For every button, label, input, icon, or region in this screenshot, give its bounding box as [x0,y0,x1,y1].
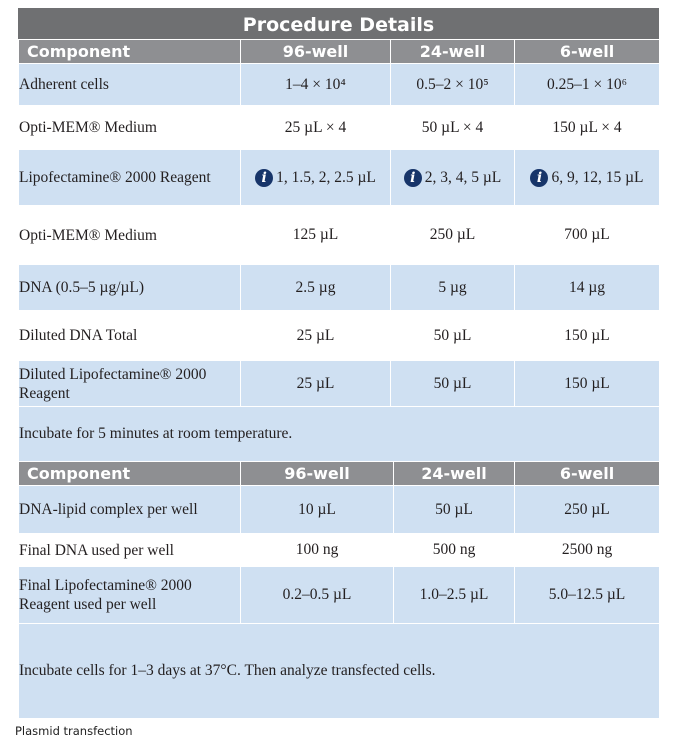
header-6-well: 6-well [515,40,660,64]
cell-24-well: 0.5–2 × 10⁵ [391,64,515,106]
cell-96-well: 125 µL [241,206,391,265]
cell-value: 6, 9, 12, 15 µL [551,168,644,186]
figure-caption: Plasmid transfection [15,724,133,738]
incubation-note: Incubate for 5 minutes at room temperature. [19,407,660,462]
row-label: Opti-MEM® Medium [19,106,241,150]
cell-24-well: 1.0–2.5 µL [394,567,515,624]
cell-6-well: 250 µL [515,486,660,534]
header-24-well: 24-well [391,40,515,64]
cell-96-well [241,150,391,206]
table-row [19,311,660,361]
cell-6-well: 14 µg [515,265,660,311]
cell-24-well: 5 µg [391,265,515,311]
cell-24-well: 50 µL [394,486,515,534]
header-24-well: 24-well [394,462,515,486]
incubation-note-final: Incubate cells for 1–3 days at 37°C. Then analyze transfected cells. [19,624,660,719]
cell-24-well: 50 µL [391,361,515,407]
cell-6-well: 150 µL [515,311,660,361]
note-row [19,624,660,719]
row-label: Diluted DNA Total [19,311,241,361]
header-96-well: 96-well [241,462,394,486]
table-header-row [19,462,660,486]
cell-6-well: 150 µL × 4 [515,106,660,150]
cell-6-well: 0.25–1 × 10⁶ [515,64,660,106]
cell-24-well: 500 ng [394,534,515,567]
cell-6-well [515,150,660,206]
header-96-well: 96-well [241,40,391,64]
table-header-row [19,40,660,64]
row-label: Final Lipofectamine® 2000 Reagent used per well [19,567,241,624]
row-label: Adherent cells [19,64,241,106]
cell-96-well: 25 µL [241,361,391,407]
header-component: Component [19,40,241,64]
cell-96-well: 25 µL × 4 [241,106,391,150]
header-6-well: 6-well [515,462,660,486]
table-row [19,567,660,624]
cell-6-well: 150 µL [515,361,660,407]
row-label: Final DNA used per well [19,534,241,567]
info-icon[interactable]: i [255,169,273,187]
table-row [19,265,660,311]
table-row [19,64,660,106]
cell-96-well: 1–4 × 10⁴ [241,64,391,106]
row-label: DNA-lipid complex per well [19,486,241,534]
header-component: Component [19,462,241,486]
row-label: Lipofectamine® 2000 Reagent [19,150,241,206]
table-row [19,106,660,150]
cell-24-well [391,150,515,206]
table-row [19,206,660,265]
cell-value: 1, 1.5, 2, 2.5 µL [276,168,376,186]
info-icon[interactable]: i [530,169,548,187]
cell-24-well: 250 µL [391,206,515,265]
figure-title: Procedure Details [18,8,659,39]
cell-6-well: 700 µL [515,206,660,265]
cell-96-well: 10 µL [241,486,394,534]
row-label: Diluted Lipofectamine® 2000 Reagent [19,361,241,407]
cell-6-well: 2500 ng [515,534,660,567]
cell-96-well: 2.5 µg [241,265,391,311]
procedure-table-2 [18,461,660,719]
table-row [19,534,660,567]
note-row [19,407,660,462]
cell-24-well: 50 µL [391,311,515,361]
row-label: DNA (0.5–5 µg/µL) [19,265,241,311]
cell-96-well: 100 ng [241,534,394,567]
table-row [19,486,660,534]
cell-6-well: 5.0–12.5 µL [515,567,660,624]
info-icon[interactable]: i [404,169,422,187]
cell-value: 2, 3, 4, 5 µL [424,168,502,186]
procedure-table-1 [18,39,660,462]
table-row [19,361,660,407]
table-row [19,150,660,206]
cell-24-well: 50 µL × 4 [391,106,515,150]
cell-96-well: 0.2–0.5 µL [241,567,394,624]
procedure-details-figure [18,8,659,718]
cell-96-well: 25 µL [241,311,391,361]
row-label: Opti-MEM® Medium [19,206,241,265]
